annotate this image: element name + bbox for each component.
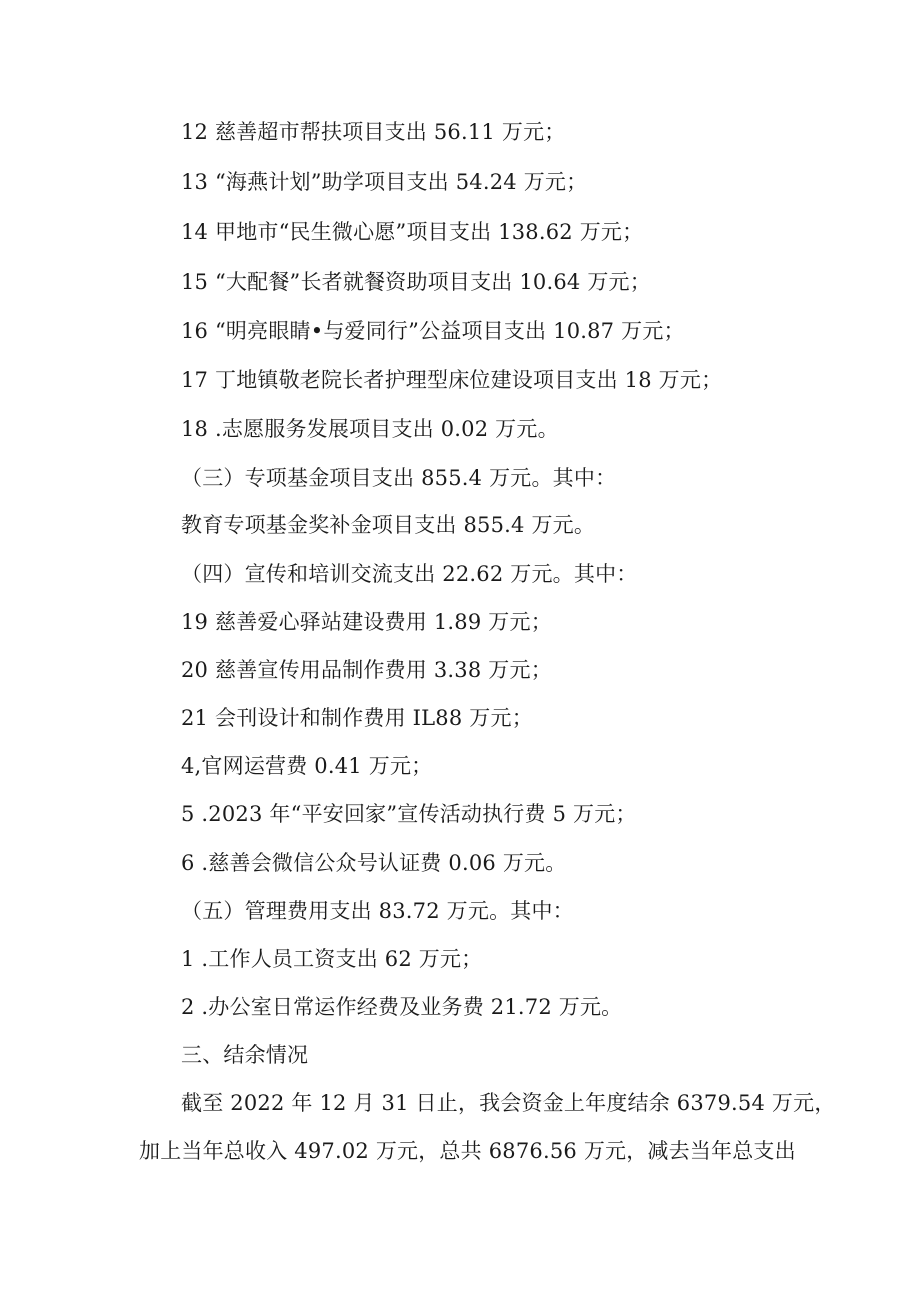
paragraph-line: 20 慈善宣传用品制作费用 3.38 万元； <box>181 658 552 682</box>
paragraph-line: 6 .慈善会微信公众号认证费 0.06 万元。 <box>181 851 567 875</box>
paragraph-line: 12 慈善超市帮扶项目支出 56.11 万元； <box>181 120 566 144</box>
section-heading: （四）宣传和培训交流支出 22.62 万元。其中： <box>181 562 638 586</box>
paragraph-line: 加上当年总收入 497.02 万元，总共 6876.56 万元，减去当年总支出 <box>139 1139 796 1163</box>
paragraph-line: 13 “海燕计划”助学项目支出 54.24 万元； <box>181 170 588 194</box>
paragraph-line: 18 .志愿服务发展项目支出 0.02 万元。 <box>181 417 559 441</box>
paragraph-line: 19 慈善爱心驿站建设费用 1.89 万元； <box>181 610 552 634</box>
paragraph-line: 16 “明亮眼睛•与爱同行”公益项目支出 10.87 万元； <box>181 319 685 343</box>
paragraph-line: 17 丁地镇敬老院长者护理型床位建设项目支出 18 万元； <box>181 368 723 392</box>
paragraph-line: 1 .工作人员工资支出 62 万元； <box>181 947 483 971</box>
paragraph-line: 5 .2023 年“平安回家”宣传活动执行费 5 万元； <box>181 802 637 826</box>
paragraph-line: 4,官网运营费 0.41 万元； <box>181 754 433 778</box>
paragraph-line: 教育专项基金奖补金项目支出 855.4 万元。 <box>181 513 596 537</box>
paragraph-line: 截至 2022 年 12 月 31 日止，我会资金上年度结余 6379.54 万元， <box>181 1091 836 1115</box>
paragraph-line: 14 甲地市“民生微心愿”项目支出 138.62 万元； <box>181 220 644 244</box>
section-heading: （三）专项基金项目支出 855.4 万元。其中： <box>181 466 617 490</box>
paragraph-line: 2 .办公室日常运作经费及业务费 21.72 万元。 <box>181 995 623 1019</box>
section-heading: 三、结余情况 <box>181 1043 309 1067</box>
paragraph-line: 21 会刊设计和制作费用 IL88 万元； <box>181 706 533 730</box>
section-heading: （五）管理费用支出 83.72 万元。其中： <box>181 899 574 923</box>
paragraph-line: 15 “大配餐”长者就餐资助项目支出 10.64 万元； <box>181 270 651 294</box>
